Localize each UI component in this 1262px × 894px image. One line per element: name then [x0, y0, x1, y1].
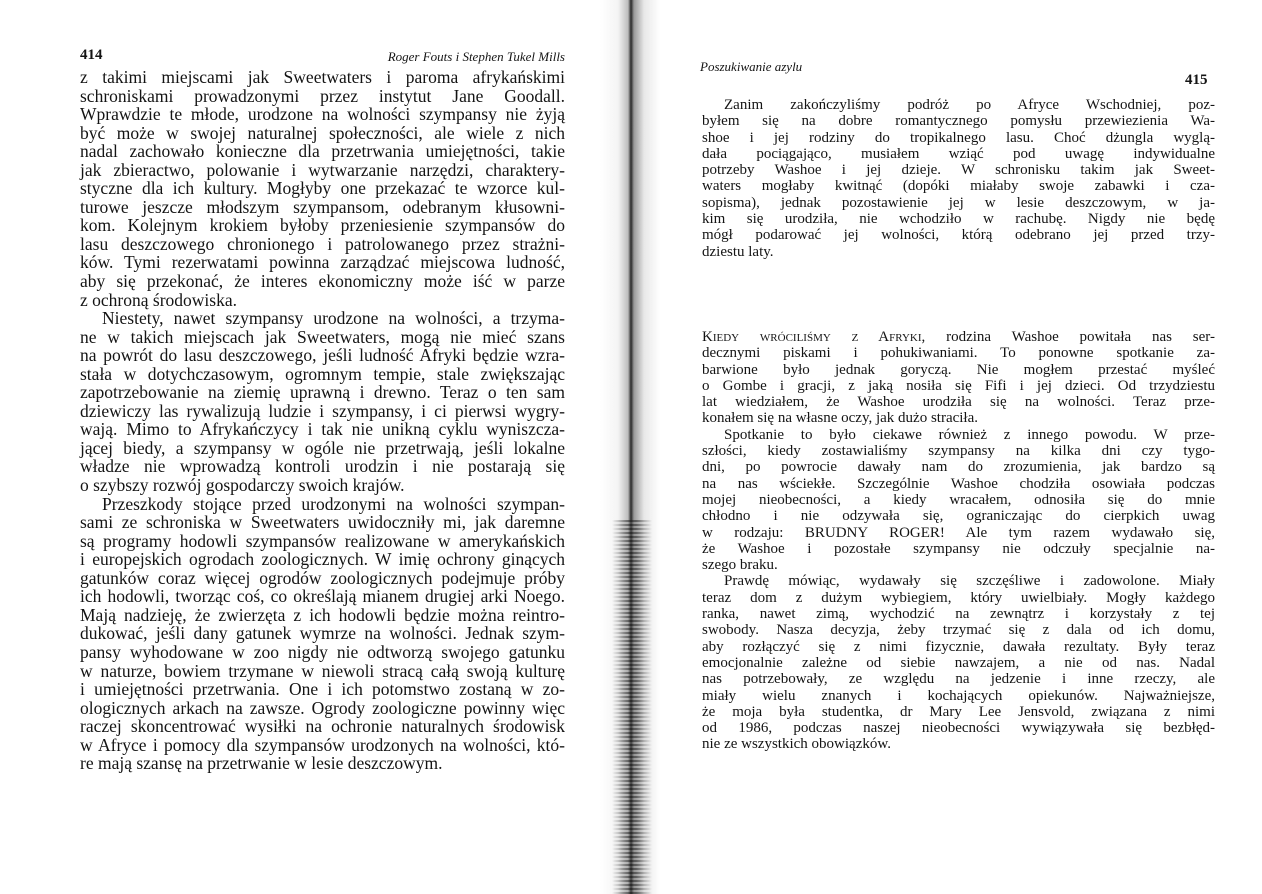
text-line: w Afryce i pomocy dla szympansów urodzonych na wolności, któ-	[80, 734, 565, 755]
text-line: i europejskich ogrodach zoologicznych. W imię ochrony ginących	[80, 549, 565, 570]
text-line: dziewiczy las rywalizują ludzie i szympansy, i ci pierwsi wygry-	[80, 400, 565, 421]
text-line: styczne dla ich kultury. Mogłyby one przekazać te wzorce kul-	[80, 178, 565, 199]
text-line: mógł podarować jej wolności, którą odebrano jej przed trzy-	[702, 227, 1215, 244]
text-line: decznymi piskami i pohukiwaniami. To ponowne spotkanie za-	[702, 345, 1215, 362]
text-line: dziestu laty.	[702, 243, 774, 260]
paragraph	[80, 68, 565, 309]
text-line: gatunków coraz więcej ogrodów zoologicznych podejmuje próby	[80, 567, 565, 588]
text-line: są programy hodowli szympansów realizowane w amerykańskich	[80, 530, 565, 551]
text-line: aby rozłączyć się z nimi fizycznie, dawała rezultaty. Były teraz	[702, 638, 1215, 655]
text-line: o szybszy rozwój gospodarczy swoich krajów.	[80, 475, 405, 496]
text-line: być może w swojej naturalnej społeczności, ale wiele z nich	[80, 122, 565, 143]
paragraph	[80, 495, 565, 773]
text-line: schroniskami prowadzonymi przez instytut Jane Goodall.	[80, 85, 565, 106]
text-line: Niestety, nawet szympansy urodzone na wolności, a trzyma-	[102, 308, 565, 329]
text-line: o Gombe i gracji, z jaką nosiła się Fifi i jej dzieci. Od trzydziestu	[702, 377, 1215, 394]
text-line: że moja była studentka, dr Mary Lee Jensvold, związana z nimi	[702, 703, 1215, 720]
text-line: Spotkanie to było ciekawe również z innego powodu. W prze-	[724, 426, 1215, 443]
text-line: mojej nieobecności, a kiedy wracałem, odnosiła się do mnie	[702, 491, 1215, 508]
text-line: emocjonalnie zależne od siebie nawzajem, a nie od nas. Nadal	[702, 654, 1215, 671]
text-line: sami ze schroniska w Sweetwaters uwidoczniły mi, jak daremne	[80, 512, 565, 533]
text-line: że Washoe i pozostałe szympansy nie odczuły specjalnie na-	[702, 540, 1215, 557]
text-line: ologicznych arkach na zawsze. Ogrody zoologiczne powinny więc	[80, 697, 565, 718]
text-line: zapotrzebowanie na ziemię uprawną i drewno. Teraz o ten sam	[80, 382, 565, 403]
text-line: dukować, jeśli dany gatunek wymrze na wolności. Jednak szym-	[80, 623, 565, 644]
text-line: dni, po powrocie dawały nam do zrozumienia, jak bardzo są	[702, 459, 1215, 476]
text-line: konałem się na własne oczy, jak dużo straciła.	[702, 410, 979, 427]
text-line: teraz dom z dużym wybiegiem, który uwielbiały. Mogły każdego	[702, 589, 1215, 606]
right-page-body-section-1	[702, 97, 1215, 260]
running-head-right: Poszukiwanie azylu	[700, 59, 803, 74]
text-line: władze nie wprowadzą kontroli urodzin i nie postarają się	[80, 456, 565, 477]
text-line: Prawdę mówiąc, wydawały się szczęśliwe i zadowolone. Miały	[724, 573, 1215, 590]
paragraph	[702, 427, 1215, 574]
paragraph	[80, 309, 565, 494]
text-line: ne w takich miejscach jak Sweetwaters, mogą nie mieć szans	[80, 326, 565, 347]
text-line: kom. Kolejnym krokiem byłoby przeniesienie szympansów do	[80, 215, 565, 236]
text-line: na powrót do lasu deszczowego, jeśli ludność Afryki będzie wzra-	[80, 345, 565, 366]
text-line: Wprawdzie te młode, urodzone na wolności szympansy nie żyją	[80, 104, 565, 125]
text-line: Przeszkody stojące przed urodzonymi na wolności szympan-	[102, 493, 565, 514]
text-line: potrzeby Washoe i jej dzieje. W schronisku takim jak Sweet-	[702, 162, 1215, 179]
text-line: w rodzaju: BRUDNY ROGER! Ale tym razem wydawało się,	[702, 524, 1215, 541]
text-line: ich hodowli, tworząc coś, co określają mianem drugiej arki Noego.	[80, 586, 565, 607]
text-line: pansy wyhodowane w zoo nigdy nie odtworzą swojego gatunku	[80, 641, 565, 662]
text-line: ranka, nawet zimą, wychodzić na zewnątrz i korzystały z tej	[702, 606, 1215, 623]
text-line: byłem się na dobre romantycznego pomysłu przewiezienia Wa-	[702, 113, 1215, 130]
text-line: szego braku.	[702, 557, 778, 574]
text-line: ków. Tymi rezerwatami powinna zarządzać miejscowa ludność,	[80, 252, 565, 273]
text-line: chłodno i nie odzywała się, ograniczając do cierpkich uwag	[702, 508, 1215, 525]
text-line: nie ze wszystkich obowiązków.	[702, 736, 891, 753]
text-line: kim się urodziła, nie wchodziło w rachubę. Nigdy nie będę	[702, 211, 1215, 228]
text-line: swobody. Nasza decyzja, żeby trzymać się z dala od ich domu,	[702, 622, 1215, 639]
text-line: lasu deszczowego chronionego i patrolowanego przez strażni-	[80, 233, 565, 254]
paragraph	[702, 97, 1215, 260]
left-page-body	[80, 68, 565, 773]
running-head-left: Roger Fouts i Stephen Tukel Mills	[387, 49, 565, 64]
line-text: , rodzina Washoe powitała nas ser-	[921, 329, 1215, 345]
text-line: shoe i jej rodziny do tropikalnego lasu. Choć dżungla wyglą-	[702, 129, 1215, 146]
text-line: Mają nadzieję, że zwierzęta z ich hodowli będzie można reintro-	[80, 604, 565, 625]
text-line: od 1986, podczas naszej nieobecności wywiązywała się bezbłęd-	[702, 720, 1215, 737]
text-line: turowe jeszcze młodszym szympansom, odebranym kłusowni-	[80, 196, 565, 217]
text-line: re mają szansę na przetrwanie w lesie deszczowym.	[80, 753, 443, 774]
text-line: jak zbieractwo, polowanie i wytwarzanie narzędzi, charaktery-	[80, 159, 565, 180]
text-line: raczej skoncentrować wysiłki na ochronie naturalnych środowisk	[80, 716, 565, 737]
text-line: z takimi miejscami jak Sweetwaters i paroma afrykańskimi	[80, 67, 565, 87]
text-line: miały wielu znanych i kochających opiekunów. Najważniejsze,	[702, 687, 1215, 704]
text-line: szłości, kiedy zostawialiśmy szympansy na kilka dni czy tygo-	[702, 443, 1215, 460]
text-line: nadal zachowało konieczne dla przetrwania umiejętności, takie	[80, 141, 565, 162]
text-line: lat wiedziałem, że Washoe urodziła się na wolności. Teraz prze-	[702, 394, 1215, 411]
text-line: z ochroną środowiska.	[80, 289, 237, 310]
text-line: stała w dotychczasowym, ogromnym tempie, stale zwiększając	[80, 363, 565, 384]
paragraph	[702, 573, 1215, 752]
text-line: nas potrzebowały, ze względu na jedzenie i inne rzeczy, ale	[702, 671, 1215, 688]
text-line: jącej biedy, a szympansy w ogóle nie przetrwają, jeśli lokalne	[80, 437, 565, 458]
text-line: waters mogłaby kwitnąć (dopóki miałaby swoje zabawki i cza-	[702, 178, 1215, 195]
text-line: barwione było jednak goryczą. Nie mogłem przestać myśleć	[702, 361, 1215, 378]
text-line: w naturze, bowiem trzymane w niewoli stracą całą swoją kulturę	[80, 660, 565, 681]
book-spine-scan-noise	[612, 520, 652, 894]
text-line: dała pociągająco, musiałem wziąć pod uwagę indywidualne	[702, 145, 1215, 162]
text-line: Zanim zakończyliśmy podróż po Afryce Wschodniej, poz-	[724, 97, 1215, 113]
right-page-body-section-2	[702, 329, 1215, 753]
text-line: wają. Mimo to Afrykańczycy i tak nie unikną cyklu wyniszcza-	[80, 419, 565, 440]
text-line: sopisma), jednak pozostawienie jej w lesie deszczowym, w ja-	[702, 194, 1215, 211]
small-caps-lead: Kiedy wróciliśmy z Afryki	[702, 329, 922, 345]
page-number-left: 414	[80, 47, 103, 63]
text-line: na nas wściekłe. Szczególnie Washoe chodziła osowiała podczas	[702, 475, 1215, 492]
text-line	[702, 329, 1215, 345]
text-line: i umiejętności przetrwania. One i ich potomstwo zostaną w zo-	[80, 679, 565, 700]
text-line: aby się przekonać, że interes ekonomiczny może iść w parze	[80, 271, 565, 292]
page-number-right: 415	[1185, 72, 1208, 88]
paragraph	[702, 329, 1215, 427]
